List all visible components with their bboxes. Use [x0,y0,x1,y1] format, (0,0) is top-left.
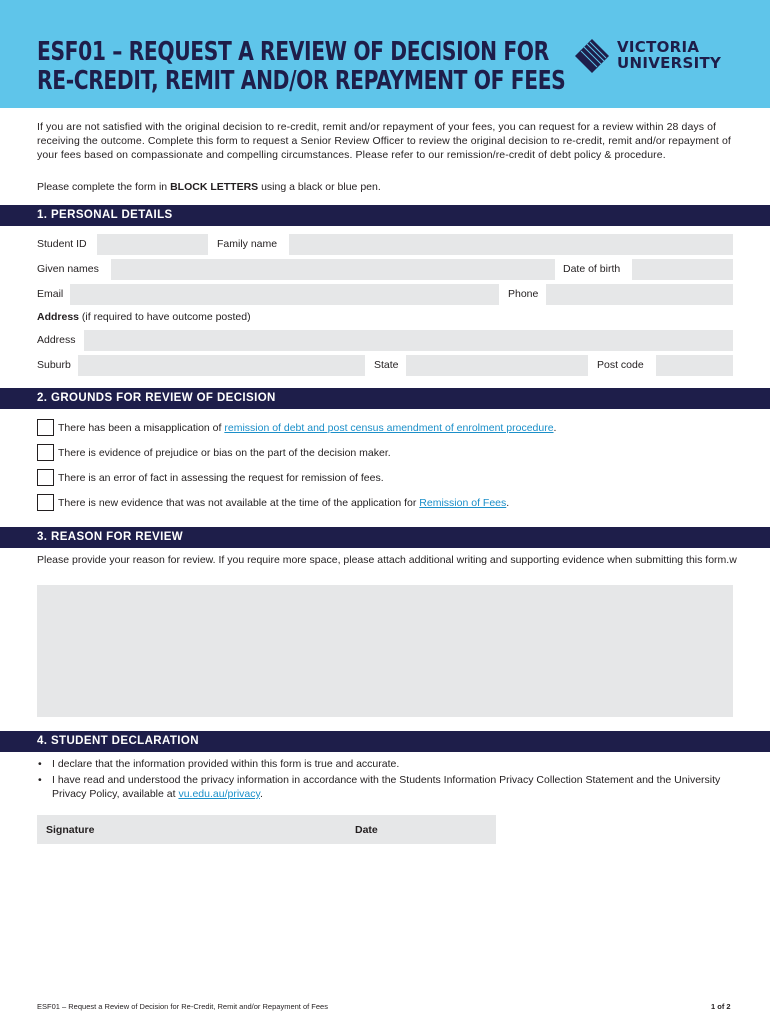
student-id-label: Student ID [37,238,87,250]
date-label: Date [355,824,378,836]
remission-of-fees-link[interactable]: Remission of Fees [419,497,507,509]
address-heading-bold: Address [37,311,80,323]
option-text-before: There is new evidence that was not available at the time of the application for [58,497,420,509]
signature-label: Signature [46,824,95,836]
date-of-birth-field[interactable] [632,259,733,280]
suburb-field[interactable] [78,355,365,376]
logo-line2: UNIVERSITY [617,54,722,72]
section-heading: 3. REASON FOR REVIEW [37,531,184,543]
section-personal-details [0,205,770,226]
declaration-list [37,757,737,803]
address-heading-note: (if required to have outcome posted) [79,311,251,323]
checkbox[interactable] [37,419,54,436]
instruction-bold: BLOCK LETTERS [170,181,259,193]
section-heading: 2. GROUNDS FOR REVIEW OF DECISION [37,392,276,404]
instruction-text [37,181,381,193]
logo-text [617,39,721,71]
address-field[interactable] [84,330,733,351]
page-number: 1 of 2 [711,1002,731,1011]
family-name-label: Family name [217,238,278,250]
date-of-birth-label: Date of birth [563,263,621,275]
post-code-field[interactable] [656,355,733,376]
option-text: There is an error of fact in assessing the request for remission of fees. [58,472,384,484]
form-title-line2: RE-CREDIT, REMIT AND/OR REPAYMENT OF FEES [37,66,566,96]
logo-line1: VICTORIA [617,38,700,56]
email-label: Email [37,288,64,300]
footer-form-name: ESF01 – Request a Review of Decision for Re-Credit, Remit and/or Repayment of Fees [37,1002,328,1011]
option-text-before: There has been a misapplication of [58,422,225,434]
checkbox[interactable] [37,444,54,461]
address-label: Address [37,334,76,346]
instruction-after: using a black or blue pen. [258,181,381,193]
signature-date-box[interactable] [37,815,496,844]
option-text [58,422,556,434]
intro-paragraph: If you are not satisfied with the original decision to re-credit, remit and/or repayment of your fees, you can request for a review within 28 days of receiving the outcome. Complete this form to request a Senior Review Officer to review the original decision to re-credit, remit and/or repayment of your fees based on compassionate and compelling circumstances. Please refer to our remission/re-credit of debt policy & procedure. [37,121,731,162]
declaration-text: I have read and understood the privacy information in accordance with the Students Information Privacy Collection Statement and the University Privacy Policy, available at [52,774,721,800]
reason-textarea[interactable] [37,585,733,717]
checkbox[interactable] [37,469,54,486]
privacy-link[interactable]: vu.edu.au/privacy [178,788,260,800]
form-title [37,37,566,96]
declaration-text-after: . [259,788,263,800]
instruction-before: Please complete the form in [37,181,171,193]
option-text [58,497,509,509]
state-label: State [374,359,399,371]
email-field[interactable] [70,284,499,305]
family-name-field[interactable] [289,234,733,255]
form-title-line1: ESF01 – REQUEST A REVIEW OF DECISION FOR [37,37,549,67]
given-names-label: Given names [37,263,99,275]
remission-procedure-link[interactable]: remission of debt and post census amendment of enrolment procedure [224,422,554,434]
declaration-item [37,773,737,801]
section-student-declaration [0,731,770,752]
post-code-label: Post code [597,359,644,371]
state-field[interactable] [406,355,588,376]
suburb-label: Suburb [37,359,71,371]
checkbox[interactable] [37,494,54,511]
section-heading: 1. PERSONAL DETAILS [37,209,173,221]
section-reason-for-review [0,527,770,548]
given-names-field[interactable] [111,259,555,280]
section-grounds-for-review [0,388,770,409]
phone-field[interactable] [546,284,733,305]
reason-instructions: Please provide your reason for review. If you require more space, please attach additional writing and supporting evidence when submitting this form.w [37,554,737,566]
page-header [0,0,770,108]
option-text-after: . [553,422,557,434]
declaration-item: • I declare that the information provided within this form is true and accurate. [37,757,737,771]
logo-diamond-icon [575,39,609,73]
address-heading [37,311,251,323]
option-text: There is evidence of prejudice or bias on the part of the decision maker. [58,447,391,459]
student-id-field[interactable] [97,234,208,255]
victoria-university-logo [575,38,725,74]
phone-label: Phone [508,288,539,300]
section-heading: 4. STUDENT DECLARATION [37,735,199,747]
option-text-after: . [506,497,510,509]
